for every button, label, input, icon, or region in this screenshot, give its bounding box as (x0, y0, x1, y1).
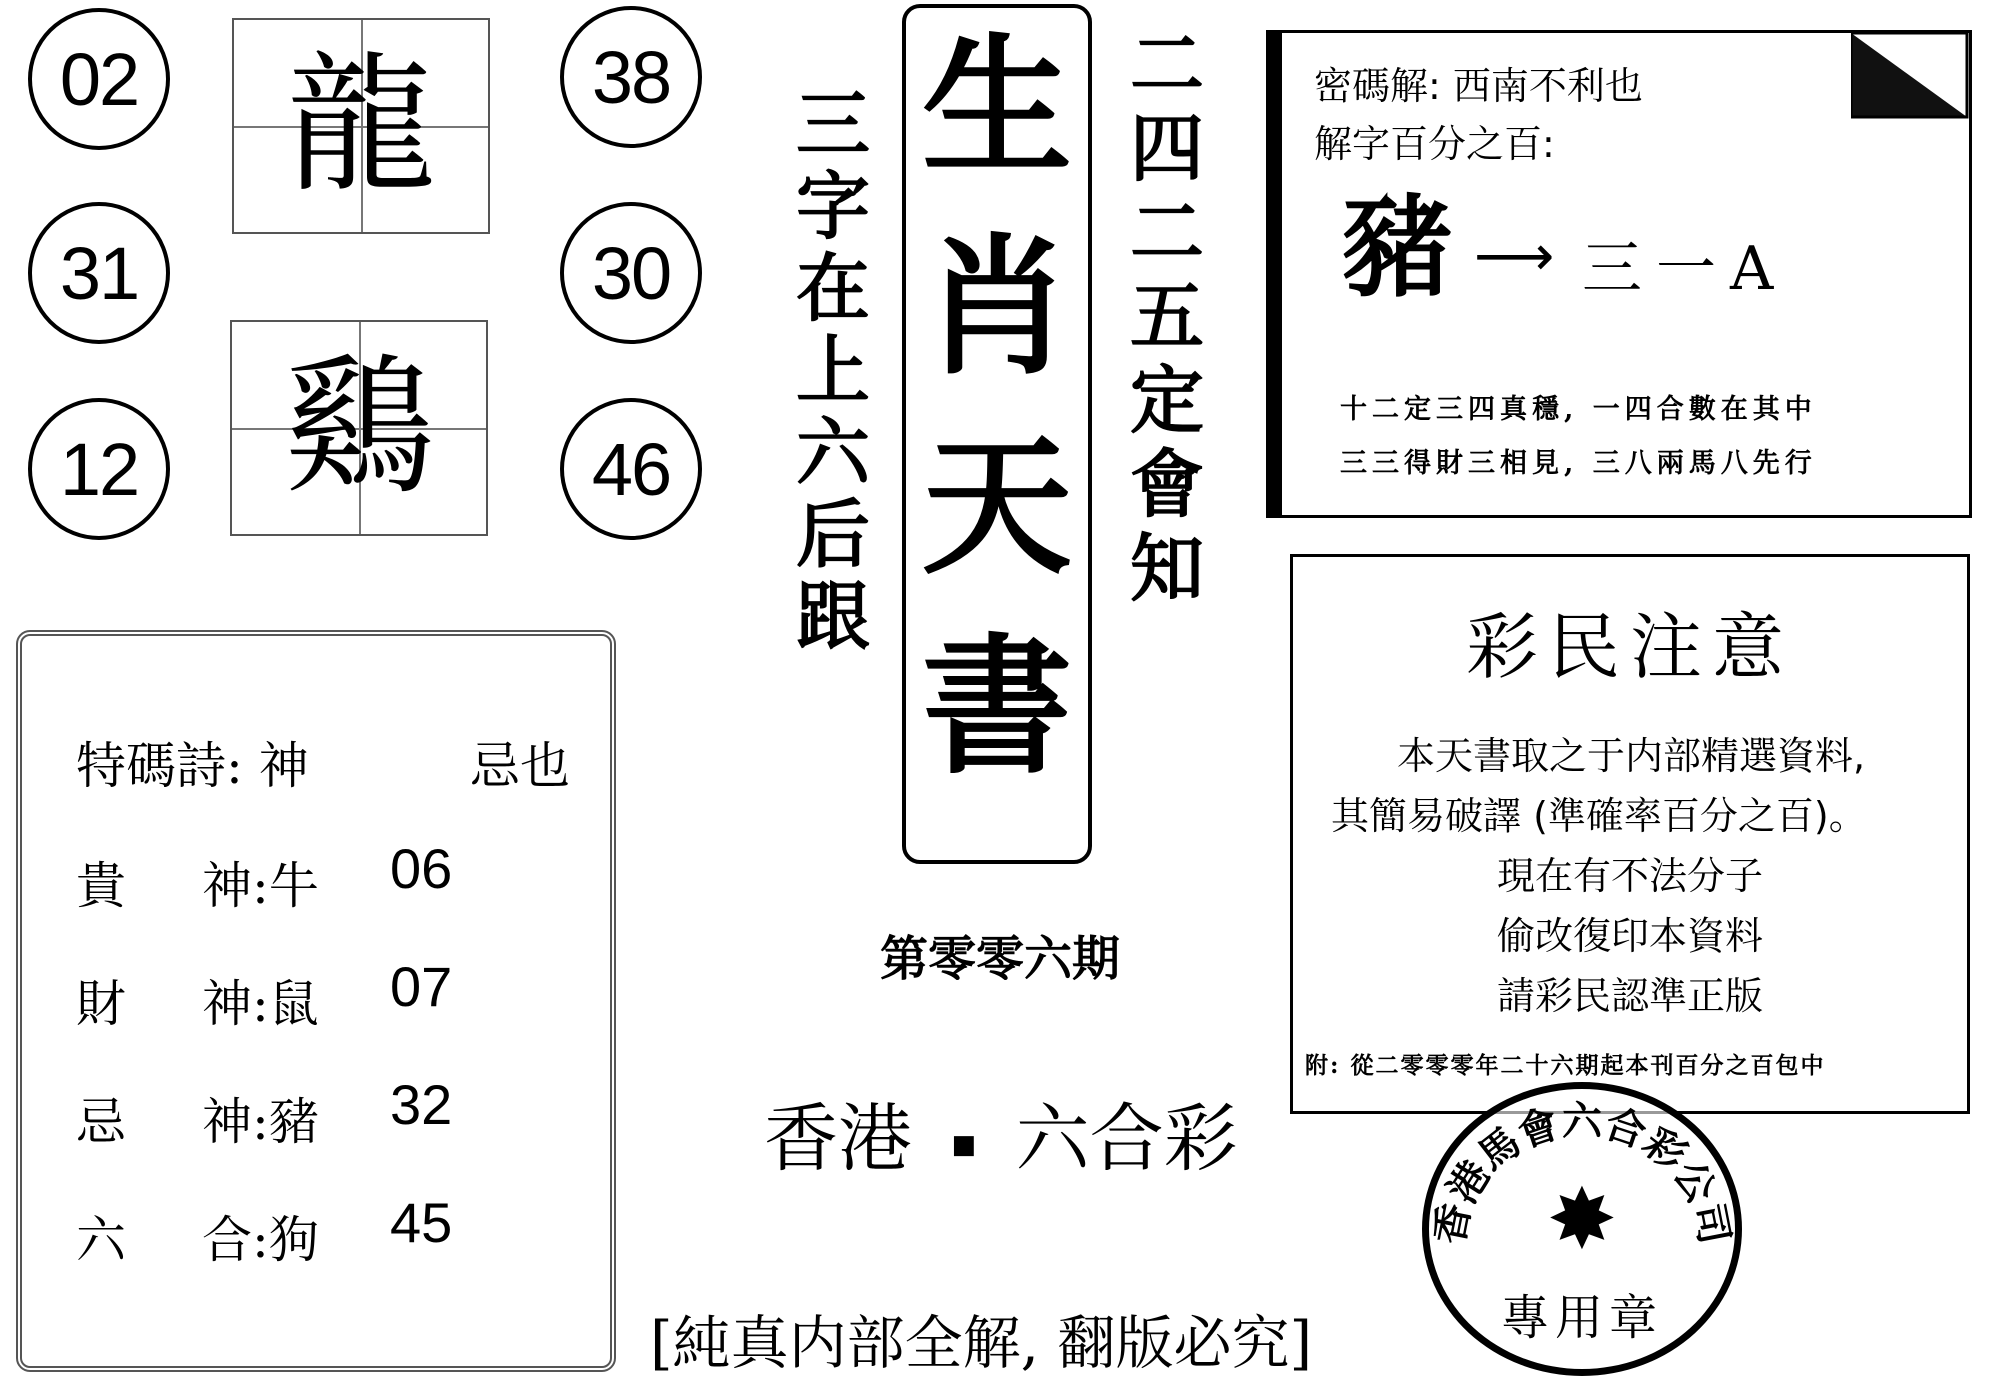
right-vertical-verse (1124, 22, 1210, 616)
rooster-char-box (230, 320, 488, 536)
poem-row (76, 1200, 319, 1272)
number-circle: 30 (560, 202, 702, 344)
verse-line: 三三得財三相見, 三八兩馬八先行 (1340, 448, 1817, 479)
poem-row-label-b: 神: (202, 857, 269, 915)
notice-line: 本天書取之于内部精選資料, (1397, 734, 1866, 778)
vertical-verse-char: 三 (796, 82, 870, 168)
title-char: 天 (921, 419, 1072, 595)
vertical-verse-char: 后 (796, 492, 870, 578)
vertical-verse-char: 定 (1130, 358, 1204, 444)
vertical-verse-char: 會 (1130, 442, 1204, 528)
poem-row (76, 846, 319, 918)
poem-head-label: 特碼詩: (76, 737, 243, 795)
brand-separator: ■ (951, 1129, 977, 1160)
number-circle: 46 (560, 398, 702, 540)
vertical-verse-char: 四 (1130, 106, 1204, 192)
title-char: 生 (921, 19, 1072, 195)
page-title (906, 19, 1088, 832)
vertical-verse-char: 二 (1130, 22, 1204, 108)
password-decode-box (1266, 30, 1972, 518)
poem-row-label-a: 六 (76, 1211, 126, 1269)
poem-row-animal: 鼠 (268, 975, 319, 1033)
stamp-center-label: 專用章 (1500, 1290, 1663, 1346)
poem-row (76, 964, 319, 1036)
poem-row-label-b: 神: (202, 1093, 269, 1151)
poem-row-number: 32 (390, 1073, 453, 1136)
poem-row-animal: 牛 (268, 857, 319, 915)
vertical-verse-char: 上 (796, 328, 870, 414)
poem-row-label-a: 貴 (76, 857, 126, 915)
notice-line: 請彩民認準正版 (1496, 974, 1763, 1018)
dragon-char: 龍 (285, 39, 436, 213)
brand-left: 香港 (764, 1096, 912, 1182)
notice-line: 偷改復印本資料 (1496, 914, 1763, 958)
svg-text:香港馬會六合彩公司: 香港馬會六合彩公司 (1425, 1097, 1739, 1248)
poem-row-label-b: 合: (202, 1211, 269, 1269)
number-circle: 31 (28, 202, 170, 344)
notice-footnote: 附: 從二零零零年二十六期起本刊百分之百包中 (1305, 1052, 1826, 1079)
notice-title: 彩民注意 (1465, 605, 1794, 689)
number-circle: 02 (28, 8, 170, 150)
dragon-char-box (232, 18, 490, 234)
issue-number: 第零零六期 (880, 931, 1121, 987)
vertical-verse-char: 字 (796, 164, 870, 250)
footer-note: [純真内部全解, 翻版必究] (650, 1309, 1313, 1377)
poem-row-label-a: 財 (76, 975, 126, 1033)
notice-box (1290, 554, 1970, 1114)
brand-right: 六合彩 (1015, 1096, 1238, 1182)
vertical-verse-char: 五 (1130, 274, 1204, 360)
vertical-verse-char: 知 (1130, 526, 1204, 612)
poem-row-animal: 狗 (268, 1211, 319, 1269)
vertical-verse-char: 在 (796, 246, 870, 332)
vertical-verse-char: 六 (796, 410, 870, 496)
decode-answer: 三一A (1582, 234, 1788, 304)
poem-row-number: 06 (390, 837, 453, 900)
special-code-poem-box (16, 630, 616, 1372)
corner-triangle-icon (1851, 33, 1969, 121)
verse-line: 十二定三四真穩, 一四合數在其中 (1340, 394, 1817, 425)
poem-row-label-b: 神: (202, 975, 269, 1033)
poem-row-number: 07 (390, 955, 453, 1018)
poem-head-text: 神 (258, 737, 309, 795)
notice-line: 其簡易破譯 (準確率百分之百)。 (1331, 794, 1867, 838)
notice-line: 現在有不法分子 (1496, 854, 1763, 898)
arrow-icon: ⟶ (1474, 224, 1555, 289)
title-char: 書 (921, 619, 1072, 795)
number-circle: 38 (560, 6, 702, 148)
vertical-verse-char: 跟 (796, 574, 870, 660)
poem-row (76, 1082, 319, 1154)
rooster-char: 鷄 (283, 341, 434, 515)
vertical-verse-char: 二 (1130, 190, 1204, 276)
poem-row-number: 45 (390, 1191, 453, 1254)
poem-row-label-a: 忌 (76, 1093, 126, 1151)
left-vertical-verse (790, 82, 876, 662)
number-circle: 12 (28, 398, 170, 540)
big-pig-char: 豬 (1342, 184, 1452, 312)
poem-head-tail: 忌也 (470, 737, 570, 795)
official-seal-stamp (1422, 1082, 1742, 1376)
poem-head (76, 726, 309, 798)
star-icon: ✸ (1546, 1170, 1618, 1268)
brand-line (764, 1080, 1238, 1186)
poem-row-animal: 豬 (268, 1093, 319, 1151)
password-line: 密碼解: 西南不利也 (1314, 64, 1643, 108)
title-char: 肖 (921, 219, 1072, 395)
decode-line: 解字百分之百: (1314, 122, 1555, 166)
title-box (902, 4, 1092, 864)
